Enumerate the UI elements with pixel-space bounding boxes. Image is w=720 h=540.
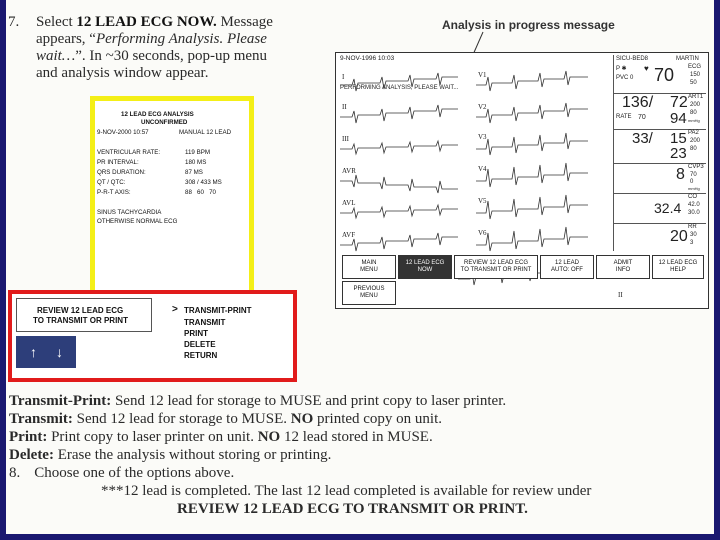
step-8-number: 8. — [9, 465, 21, 481]
pvc-count: PVC 0 — [616, 75, 634, 81]
analysis-label-pr: PR INTERVAL: — [97, 159, 139, 166]
pa-systolic: 33/ — [632, 130, 653, 147]
co-value: 32.4 — [654, 200, 682, 216]
review-12-lead-button[interactable]: REVIEW 12 LEAD ECG TO TRANSMIT OR PRINT — [454, 255, 538, 279]
cvp-unit: mmHg — [688, 186, 700, 191]
vital-pa — [614, 129, 706, 164]
vital-co — [614, 193, 706, 224]
analysis-value-axis: 88 60 70 — [185, 189, 216, 196]
analysis-interpretation-2: OTHERWISE NORMAL ECG — [97, 218, 178, 225]
art-systolic: 136/ — [622, 94, 654, 111]
def-label: Transmit: — [9, 411, 73, 427]
lead-label-iii: III — [342, 135, 349, 143]
analysis-value-pr: 180 MS — [185, 159, 207, 166]
patient-name: MARTIN — [676, 56, 699, 62]
pa-mean: 23 — [670, 145, 687, 162]
art-diastolic: 72 — [670, 94, 688, 111]
analysis-value-qrs: 87 MS — [185, 169, 203, 176]
step-7-instructions — [36, 14, 336, 82]
lead-label-v6: V6 — [478, 229, 487, 237]
12-lead-auto-button[interactable]: 12 LEAD AUTO: OFF — [540, 255, 594, 279]
def-text: Send 12 lead for storage to MUSE and print copy to laser printer. — [111, 393, 507, 409]
ecg-limit-low: 50 — [690, 80, 697, 86]
pa-label: PA2 — [688, 130, 699, 136]
pointer-icon: > — [172, 304, 178, 315]
rr-limit-low: 3 — [690, 240, 694, 246]
def-emphasis: NO — [290, 411, 314, 427]
step-7-text: Message — [216, 14, 273, 30]
lead-label-avf: AVF — [342, 231, 356, 239]
step-7-message: wait… — [36, 48, 76, 64]
def-text: Print copy to laser printer on unit. — [47, 429, 258, 445]
art-mean: 94 — [670, 110, 687, 127]
analysis-status: UNCONFIRMED — [141, 119, 188, 126]
vital-art — [614, 93, 706, 130]
performing-message: PERFORMING ANALYSIS, PLEASE WAIT... — [340, 85, 459, 91]
vital-ecg — [614, 63, 706, 94]
menu-print[interactable]: PRINT — [184, 329, 208, 338]
lead-label-v5: V5 — [478, 197, 487, 205]
patient-bed: SICU-BED8 — [616, 56, 649, 62]
menu-return[interactable]: RETURN — [184, 351, 218, 360]
lead-label-v4: V4 — [478, 165, 487, 173]
completion-note: ***12 lead is completed. The last 12 lead completed is available for review under — [101, 483, 592, 499]
step-8-text: Choose one of the options above. — [34, 465, 235, 481]
down-arrow-icon[interactable]: ↓ — [56, 344, 63, 360]
main-menu-button[interactable]: MAIN MENU — [342, 255, 396, 279]
rate-label: RATE — [616, 114, 632, 120]
lead-label-avr: AVR — [342, 167, 356, 175]
rr-label: RR — [688, 224, 697, 230]
completion-note-emphasis: REVIEW 12 LEAD ECG TO TRANSMIT OR PRINT. — [177, 501, 528, 517]
softkey-bar — [338, 255, 704, 305]
def-label: Transmit-Print: — [9, 393, 112, 409]
monitor-datetime: 9-NOV-1996 10:03 — [340, 55, 395, 62]
co-label: CO — [688, 194, 697, 200]
heart-icon: ♥ — [644, 64, 649, 73]
admit-info-button[interactable]: ADMIT INFO — [596, 255, 650, 279]
cvp-label: CVP3 — [688, 164, 704, 170]
cvp-limit-low: 0 — [690, 179, 694, 185]
analysis-window — [90, 96, 254, 298]
monitor-screen — [335, 52, 709, 309]
12-lead-ecg-now-button[interactable]: 12 LEAD ECG NOW — [398, 255, 452, 279]
analysis-value-rate: 119 BPM — [185, 149, 210, 156]
def-text: printed copy on unit. — [313, 411, 443, 427]
def-text: Erase the analysis without storing or printing. — [53, 447, 332, 463]
menu-transmit[interactable]: TRANSMIT — [184, 318, 226, 327]
12-lead-help-button[interactable]: 12 LEAD ECG HELP — [652, 255, 704, 279]
def-text: 12 lead stored in MUSE. — [280, 429, 433, 445]
step-7-action: 12 LEAD ECG NOW. — [76, 14, 217, 30]
art-unit: mmHg — [688, 118, 700, 123]
lead-label-avl: AVL — [342, 199, 356, 207]
analysis-interpretation: SINUS TACHYCARDIA — [97, 209, 162, 216]
menu-transmit-print[interactable]: TRANSMIT-PRINT — [184, 306, 252, 315]
analysis-label-axis: P-R-T AXIS: — [97, 189, 131, 196]
def-label: Delete: — [9, 447, 54, 463]
step-7-text: and analysis window appear. — [36, 65, 209, 81]
analysis-date: 9-NOV-2000 10:57 — [97, 129, 149, 136]
step-7-message: Performing Analysis. Please — [95, 31, 267, 47]
scroll-buttons — [16, 336, 76, 368]
vital-rr — [614, 223, 706, 251]
previous-menu-button[interactable]: PREVIOUS MENU — [342, 281, 396, 305]
analysis-label-rate: VENTRICULAR RATE: — [97, 149, 161, 156]
art-limit-high: 200 — [690, 102, 701, 108]
vitals-panel — [613, 55, 706, 251]
menu-delete[interactable]: DELETE — [184, 340, 216, 349]
analysis-label-qrs: QRS DURATION: — [97, 169, 146, 176]
heart-rate: 70 — [654, 65, 675, 85]
callout-label: Analysis in progress message — [442, 18, 615, 32]
step-7-number: 7. — [8, 14, 20, 30]
art-limit-low: 80 — [690, 110, 697, 116]
pa-limit-high: 200 — [690, 138, 701, 144]
pa-limit-low: 80 — [690, 146, 697, 152]
art-rate: 70 — [638, 114, 646, 121]
review-button-label: REVIEW 12 LEAD ECG — [37, 306, 124, 315]
lead-label-ii: II — [342, 103, 347, 111]
step-7-text: ”. In ~30 seconds, pop-up menu — [75, 48, 268, 64]
def-text: Send 12 lead for storage to MUSE. — [72, 411, 291, 427]
up-arrow-icon[interactable]: ↑ — [30, 344, 37, 360]
review-transmit-print-button[interactable] — [16, 298, 152, 332]
option-definitions — [9, 392, 591, 518]
review-button-label-2: TO TRANSMIT OR PRINT — [33, 316, 128, 325]
vital-cvp — [614, 163, 706, 194]
lead-label-v3: V3 — [478, 133, 487, 141]
bottom-border — [0, 534, 720, 540]
step-7-text: appears, “ — [36, 31, 96, 47]
pa-diastolic: 15 — [670, 130, 687, 147]
lead-label-v2: V2 — [478, 103, 487, 111]
co-limit-high: 42.0 — [688, 202, 700, 208]
art-label: ART1 — [688, 94, 704, 100]
step-7-text: Select — [36, 14, 77, 30]
right-border — [714, 0, 720, 540]
rr-limit-high: 30 — [690, 232, 697, 238]
lead-label-i: I — [342, 73, 345, 81]
def-label: Print: — [9, 429, 48, 445]
cvp-limit-high: 70 — [690, 172, 697, 178]
rr-value: 20 — [670, 228, 688, 245]
analysis-value-qt: 308 / 433 MS — [185, 179, 222, 186]
ecg-limit-high: 150 — [690, 72, 701, 78]
co-limit-low: 30.0 — [688, 210, 700, 216]
def-emphasis: NO — [257, 429, 281, 445]
popup-menu — [8, 290, 297, 382]
lead-label-v1: V1 — [478, 71, 487, 79]
ecg-p-indicator: P ✱ — [616, 66, 627, 72]
analysis-mode: MANUAL 12 LEAD — [179, 129, 232, 136]
cvp-value: 8 — [676, 166, 685, 183]
analysis-title: 12 LEAD ECG ANALYSIS — [121, 111, 194, 118]
analysis-label-qt: QT / QTC: — [97, 179, 126, 186]
lead-label-rhythm-ii: II — [618, 291, 623, 299]
ecg-label: ECG — [688, 64, 702, 70]
